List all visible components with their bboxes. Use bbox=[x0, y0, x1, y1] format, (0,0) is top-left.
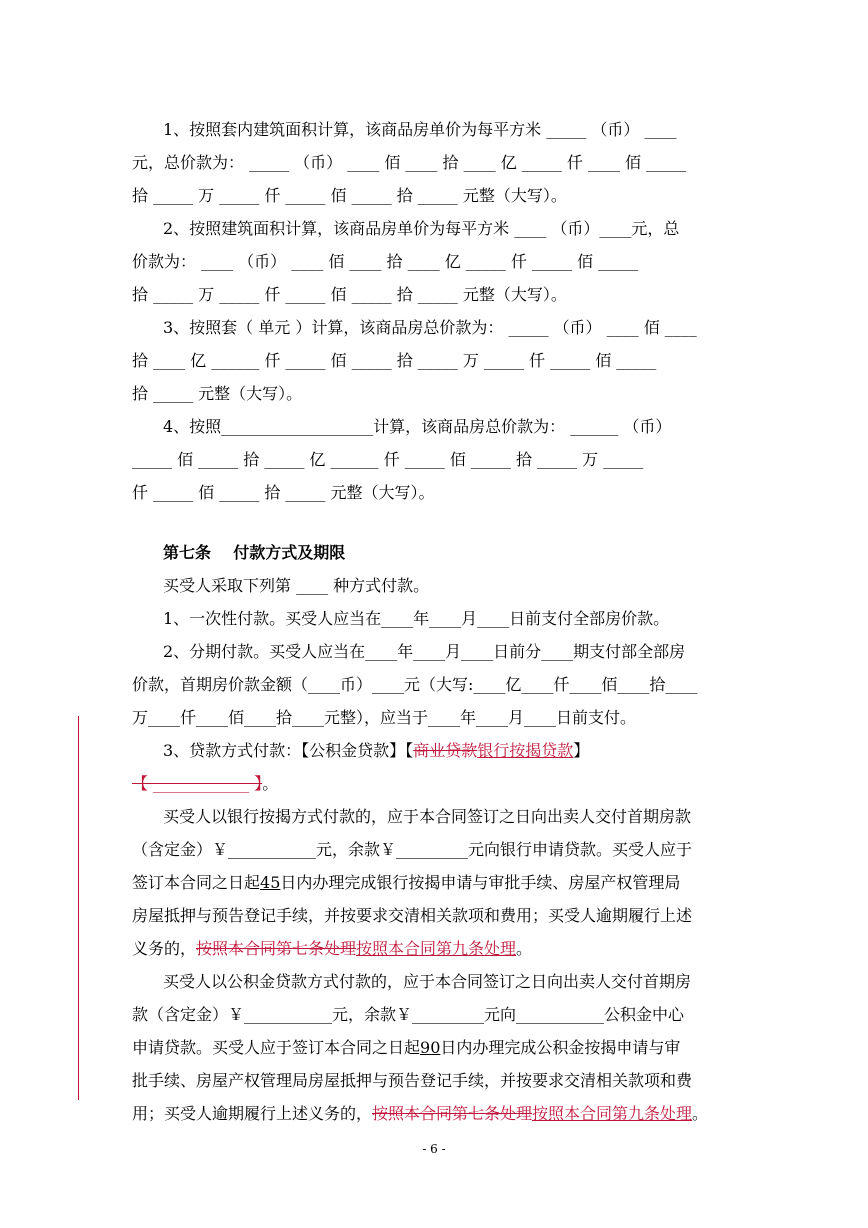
line-14: 买受人采取下列第 ____ 种方式付款。 bbox=[163, 576, 430, 595]
clause-text: 义务的， bbox=[132, 939, 197, 958]
clause-text: 用；买受人逾期履行上述义务的， bbox=[132, 1104, 373, 1123]
line-9: 拾 _____ 元整（大写）。 bbox=[132, 384, 303, 403]
loan-types-text: 3、贷款方式付款：【公积金贷款】【 bbox=[163, 741, 414, 760]
line-20 bbox=[132, 774, 868, 794]
deleted-text: 商业贷款 bbox=[413, 741, 478, 760]
line-7: 3、按照套（ 单元 ）计算，该商品房总价款为： _____ （币） ____ 佰 ____ bbox=[163, 318, 697, 337]
days-90: 90 bbox=[420, 1038, 441, 1057]
clause-text-rest: 日内办理完成公积金按揭申请与审 bbox=[440, 1038, 681, 1057]
line-23 bbox=[132, 873, 868, 893]
line-15: 1、一次性付款。买受人应当在____年____月____日前支付全部房价款。 bbox=[163, 609, 670, 628]
inserted-text: 银行按揭贷款 bbox=[477, 741, 574, 760]
page-number: - 6 - bbox=[422, 1142, 446, 1156]
line-5: 价款为： ____ （币） ____ 佰 ____ 拾 ____ 亿 _____ 仟 _____ 佰 _____ bbox=[132, 252, 639, 271]
period: 。 bbox=[262, 774, 279, 793]
deleted-text: 按照本合同第七条处理 bbox=[372, 1104, 533, 1123]
line-1: 1、按照套内建筑面积计算，该商品房单价为每平方米 _____ （币） ____ bbox=[163, 120, 677, 139]
line-18: 万____仟____佰____拾____元整），应当于____年____月____日前支付。 bbox=[132, 708, 637, 727]
deleted-text: 按照本合同第七条处理 bbox=[196, 939, 357, 958]
line-26: 买受人以公积金贷款方式付款的，应于本合同签订之日向出卖人交付首期房 bbox=[163, 972, 692, 991]
inserted-text: 按照本合同第九条处理 bbox=[532, 1104, 693, 1123]
clause-text: 申请贷款。买受人应于签订本合同之日起 bbox=[132, 1038, 421, 1057]
section-heading: 第七条 付款方式及期限 bbox=[163, 543, 346, 562]
line-24: 房屋抵押与预告登记手续，并按要求交清相关款项和费用；买受人逾期履行上述 bbox=[132, 906, 693, 925]
line-22: （含定金）￥___________元，余款￥_________元向银行申请贷款。买受人应于 bbox=[132, 840, 693, 859]
clause-text: 签订本合同之日起 bbox=[132, 873, 261, 892]
clause-text-rest: 日内办理完成银行按揭申请与审批手续、房屋产权管理局 bbox=[280, 873, 681, 892]
bracket-close: 】 bbox=[573, 741, 590, 760]
line-8: 拾 ____ 亿 ______ 仟 _____ 佰 _____ 拾 _____ 万 _____ 仟 _____ 佰 _____ bbox=[132, 351, 657, 370]
line-17: 价款，首期房价款金额（____币）____元（大写:____亿____仟____佰____拾____ bbox=[132, 675, 698, 694]
line-27: 款（含定金）￥___________元，余款￥_________元向___________公积金中心 bbox=[132, 1005, 685, 1024]
line-2: 元，总价款为： _____ （币） ____ 佰 ____ 拾 ____ 亿 _____ 仟 ____ 佰 _____ bbox=[132, 153, 687, 172]
line-19 bbox=[163, 741, 868, 761]
line-10: 4、按照___________________计算，该商品房总价款为： ______ （币） bbox=[163, 417, 672, 436]
period: 。 bbox=[516, 939, 533, 958]
line-25 bbox=[132, 939, 868, 959]
line-6: 拾 _____ 万 _____ 仟 _____ 佰 _____ 拾 _____ 元整（大写）。 bbox=[132, 285, 567, 304]
period: 。 bbox=[692, 1104, 709, 1123]
line-21: 买受人以银行按揭方式付款的，应于本合同签订之日向出卖人交付首期房款 bbox=[163, 807, 692, 826]
line-16: 2、分期付款。买受人应当在____年____月____日前分____期支付部全部房 bbox=[163, 642, 686, 661]
days-45: 45 bbox=[260, 873, 281, 892]
inserted-text: 按照本合同第九条处理 bbox=[356, 939, 517, 958]
line-29: 批手续、房屋产权管理局房屋抵押与预告登记手续，并按要求交清相关款项和费 bbox=[132, 1071, 693, 1090]
line-11: _____ 佰 _____ 拾 _____ 亿 ______ 仟 _____ 佰 _____ 拾 _____ 万 _____ bbox=[132, 450, 644, 469]
line-30 bbox=[132, 1104, 868, 1124]
deleted-bracket-blank: 【 ____________ 】 bbox=[132, 774, 263, 793]
line-12: 仟 _____ 佰 _____ 拾 _____ 元整（大写）。 bbox=[132, 483, 435, 502]
line-4: 2、按照建筑面积计算，该商品房单价为每平方米 ____ （币）____元，总 bbox=[163, 219, 680, 238]
line-28 bbox=[132, 1038, 868, 1058]
line-3: 拾 _____ 万 _____ 仟 _____ 佰 _____ 拾 _____ 元整（大写）。 bbox=[132, 186, 567, 205]
revision-bar bbox=[78, 716, 79, 1100]
